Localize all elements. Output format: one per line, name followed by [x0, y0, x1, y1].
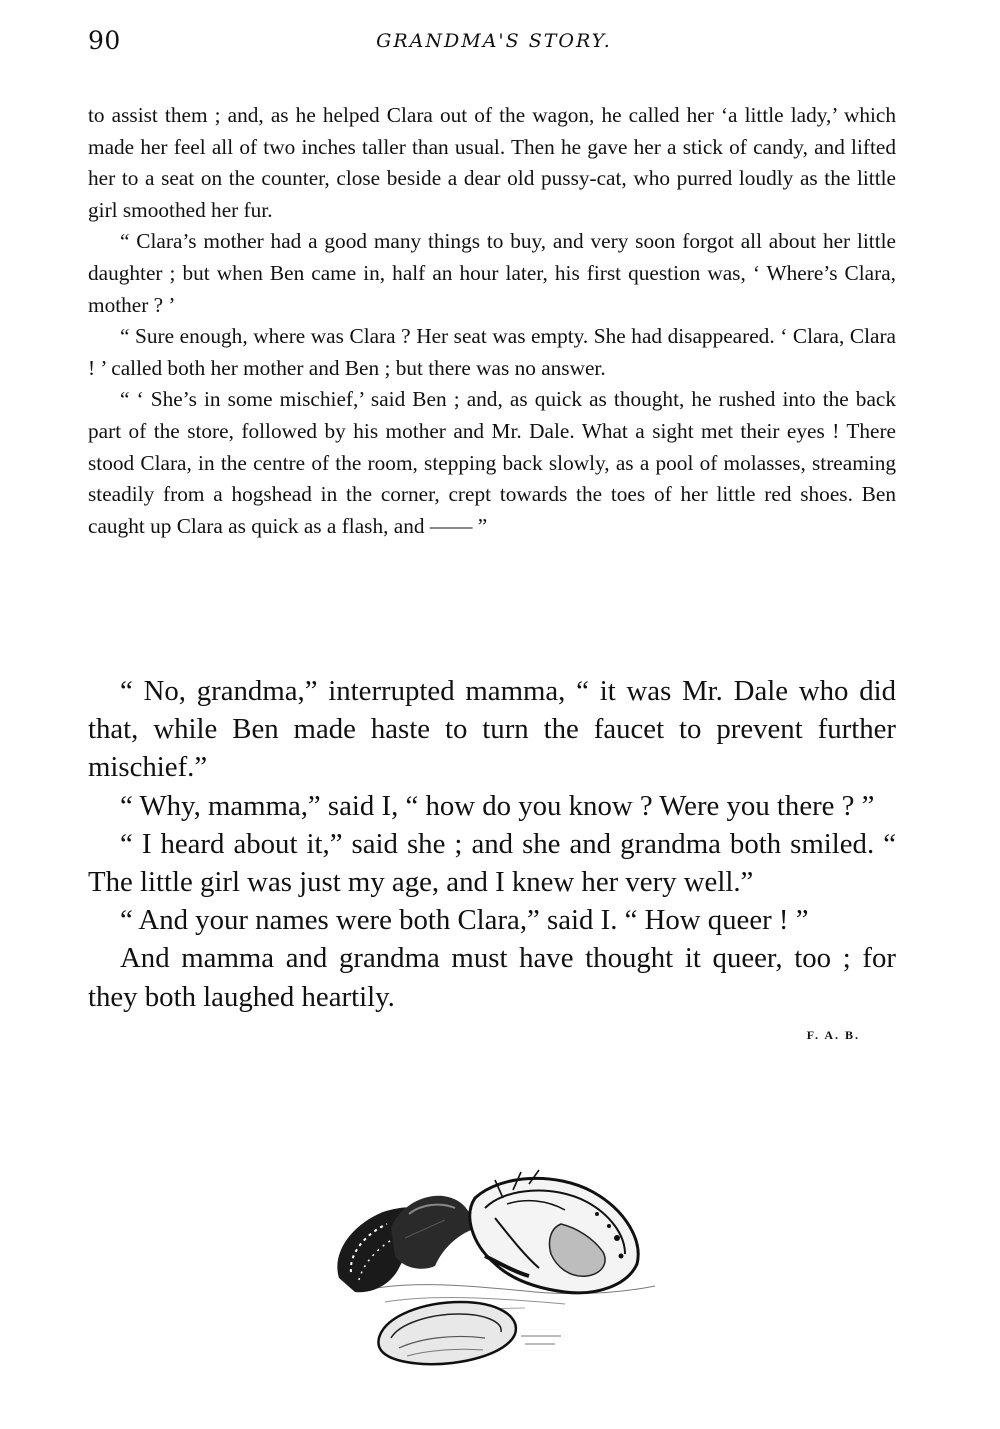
dialogue-paragraph: “ And your names were both Clara,” said I. “ How queer ! ” [120, 904, 809, 937]
conversation [88, 672, 896, 1054]
dialogue-paragraph: “ I heard about it,” said she ; and she and grandma both smiled. “ The little girl was just my age, and I knew her very well.” [88, 827, 896, 899]
page-header [88, 26, 900, 66]
dialogue-paragraph: “ Why, mamma,” said I, “ how do you know ? Were you there ? ” [120, 789, 875, 822]
story-paragraph: to assist them ; and, as he helped Clara out of the wagon, he called her ‘a little lady,’ which made her feel all of two inches taller than usual. Then he gave her a stick of candy, and lifted her to a seat on the counter, close beside a dear old pussy-cat, who purred loudly as the little girl smoothed her fur. [88, 103, 896, 222]
closing-paragraph [88, 939, 896, 1015]
story-paragraph: “ Clara’s mother had a good many things to buy, and very soon forgot all about her little daughter ; but when Ben came in, half an hour later, his first question was, ‘ Where’s Clara, mother ? ’ [88, 229, 896, 317]
author-initials: F. A. B. [806, 1027, 860, 1042]
closing-text: And mamma and grandma must have thought it queer, too ; for they both laughed heartily. [88, 942, 896, 1013]
story-paragraph: “ ‘ She’s in some mischief,’ said Ben ; and, as quick as thought, he rushed into the back part of the store, followed by his mother and Mr. Dale. What a sight met their eyes ! There stood Clara, in the centre of the room, stepping back slowly, as a pool of molasses, streaming steadily from a hogshead in the corner, crept towards the toes of her little red shoes. Ben caught up Clara as quick as a flash, and —— ” [88, 387, 896, 538]
page-number: 90 [88, 26, 121, 55]
story-excerpt [88, 100, 896, 542]
dialogue-paragraph: “ No, grandma,” interrupted mamma, “ it was Mr. Dale who did that, while Ben made haste to turn the faucet to prevent further mischief.” [88, 675, 896, 784]
running-head: GRANDMA'S STORY. [376, 30, 612, 52]
signature-line [88, 1016, 896, 1054]
story-paragraph: “ Sure enough, where was Clara ? Her seat was empty. She had disappeared. ‘ Clara, Clara ! ’ called both her mother and Ben ; but there was no answer. [88, 324, 896, 380]
broken-eggshell-icon [325, 1168, 665, 1384]
